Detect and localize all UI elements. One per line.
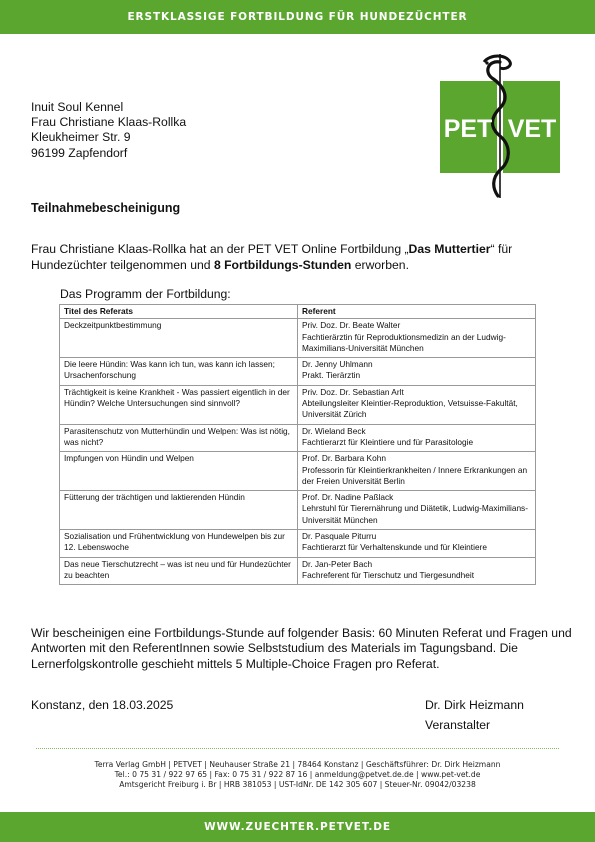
- footer-divider: [36, 748, 559, 749]
- speaker-affiliation: Professorin für Kleintierkrankheiten / Innere Erkrankungen an der Freien Universität Berlin: [302, 464, 528, 486]
- speaker-affiliation: Fachreferent für Tierschutz und Tiergesundheit: [302, 569, 475, 580]
- speaker-cell: [298, 491, 536, 530]
- talk-title: Sozialisation und Frühentwicklung von Hundewelpen bis zur 12. Lebenswoche: [60, 530, 298, 558]
- speaker-name: Prof. Dr. Barbara Kohn: [302, 453, 386, 464]
- speaker-affiliation: Prakt. Tierärztin: [302, 370, 361, 381]
- intro-text-2: “ für Hundezüchter teilgenommen und: [31, 242, 513, 272]
- signatory-role: Veranstalter: [425, 718, 491, 732]
- talk-title: Die leere Hündin: Was kann ich tun, was kann ich lassen; Ursachenforschung: [60, 358, 298, 386]
- talk-title: Fütterung der trächtigen und laktierenden Hündin: [60, 491, 298, 530]
- address-line-name: Frau Christiane Klaas-Rollka: [31, 115, 187, 130]
- speaker-affiliation: Abteilungsleiter Kleintier-Reproduktion, Vetsuisse-Fakultät, Universität Zürich: [302, 398, 518, 420]
- table-row: [60, 530, 536, 558]
- talk-title: Impfungen von Hündin und Welpen: [60, 452, 298, 491]
- program-heading: Das Programm der Fortbildung:: [60, 287, 231, 301]
- talk-title: Das neue Tierschutzrecht – was ist neu und für Hundezüchter zu beachten: [60, 557, 298, 585]
- intro-text-3: erworben.: [351, 257, 409, 272]
- footer-line-contact: Tel.: 0 75 31 / 922 97 65 | Fax: 0 75 31 / 922 87 16 | anmeldung@petvet.de.de | www.pet-vet.de: [114, 770, 481, 779]
- speaker-cell: [298, 385, 536, 424]
- speaker-affiliation: Fachtierarzt für Verhaltenskunde und für Kleintiere: [302, 542, 487, 553]
- place-date: Konstanz, den 18.03.2025: [31, 698, 174, 712]
- speaker-name: Priv. Doz. Dr. Beate Walter: [302, 320, 401, 331]
- intro-text-1: Frau Christiane Klaas-Rollka hat an der PET VET Online Fortbildung „: [31, 242, 409, 256]
- intro-paragraph: [31, 242, 571, 273]
- logo-text-vet: VET: [507, 115, 557, 143]
- table-row: [60, 491, 536, 530]
- footer-line-company: Terra Verlag GmbH | PETVET | Neuhauser Straße 21 | 78464 Konstanz | Geschäftsführer: Dr. Dirk Heizmann: [94, 760, 501, 769]
- speaker-name: Dr. Wieland Beck: [302, 425, 366, 436]
- basis-paragraph: Wir bescheinigen eine Fortbildungs-Stunde auf folgender Basis: 60 Minuten Referat und Fragen und Antworten mit den ReferentInnen sowie Selbststudium des Materials im Tagungsband. Die Lernerfolgskontrolle geschieht mittels 5 Multiple-Choice Fragen pro Referat.: [31, 626, 572, 671]
- talk-title: Deckzeitpunktbestimmung: [60, 319, 298, 358]
- address-line-street: Kleukheimer Str. 9: [31, 130, 131, 145]
- program-table: [59, 304, 536, 585]
- header-speaker: Referent: [298, 305, 536, 319]
- table-row: [60, 452, 536, 491]
- speaker-affiliation: Fachtierarzt für Kleintiere und für Parasitologie: [302, 436, 474, 447]
- footer-line-registry: Amtsgericht Freiburg i. Br | HRB 381053 | UST-IdNr. DE 142 305 607 | Steuer-Nr. 09042/03238: [119, 780, 476, 789]
- document-title: Teilnahmebescheinigung: [31, 201, 181, 215]
- petvet-logo: [440, 50, 560, 200]
- logo-text-pet: PET: [443, 115, 493, 143]
- course-name: Das Muttertier: [408, 242, 491, 256]
- top-banner: ERSTKLASSIGE FORTBILDUNG FÜR HUNDEZÜCHTER: [0, 0, 595, 34]
- training-hours: 8 Fortbildungs-Stunden: [213, 257, 352, 272]
- table-row: [60, 358, 536, 386]
- speaker-name: Dr. Pasquale Piturru: [302, 531, 377, 542]
- address-line-kennel: Inuit Soul Kennel: [31, 100, 124, 114]
- table-row: [60, 424, 536, 452]
- speaker-name: Prof. Dr. Nadine Paßlack: [302, 492, 394, 503]
- speaker-name: Dr. Jan-Peter Bach: [302, 558, 373, 569]
- table-row: [60, 385, 536, 424]
- talk-title: Parasitenschutz von Mutterhündin und Welpen: Was ist nötig, was nicht?: [60, 424, 298, 452]
- recipient-address: [31, 100, 186, 161]
- speaker-cell: [298, 424, 536, 452]
- speaker-cell: [298, 557, 536, 585]
- speaker-cell: [298, 452, 536, 491]
- speaker-affiliation: Fachtierärztin für Reproduktionsmedizin an der Ludwig-Maximilians-Universität München: [302, 331, 506, 353]
- speaker-cell: [298, 530, 536, 558]
- bottom-banner-url[interactable]: WWW.ZUECHTER.PETVET.DE: [0, 812, 595, 842]
- speaker-cell: [298, 319, 536, 358]
- header-title: Titel des Referats: [60, 305, 298, 319]
- speaker-affiliation: Lehrstuhl für Tierernährung und Diätetik, Ludwig-Maximilians-Universität München: [302, 503, 528, 525]
- table-header-row: [60, 305, 536, 319]
- speaker-name: Priv. Doz. Dr. Sebastian Arlt: [302, 386, 404, 397]
- talk-title: Trächtigkeit is keine Krankheit - Was passiert eigentlich in der Hündin? Welche Untersuchungen sind sinnvoll?: [60, 385, 298, 424]
- signatory-name: Dr. Dirk Heizmann: [425, 698, 524, 712]
- company-footer: [0, 760, 595, 790]
- address-line-city: 96199 Zapfendorf: [31, 145, 128, 160]
- speaker-cell: [298, 358, 536, 386]
- speaker-name: Dr. Jenny Uhlmann: [302, 359, 373, 370]
- table-row: [60, 319, 536, 358]
- table-row: [60, 557, 536, 585]
